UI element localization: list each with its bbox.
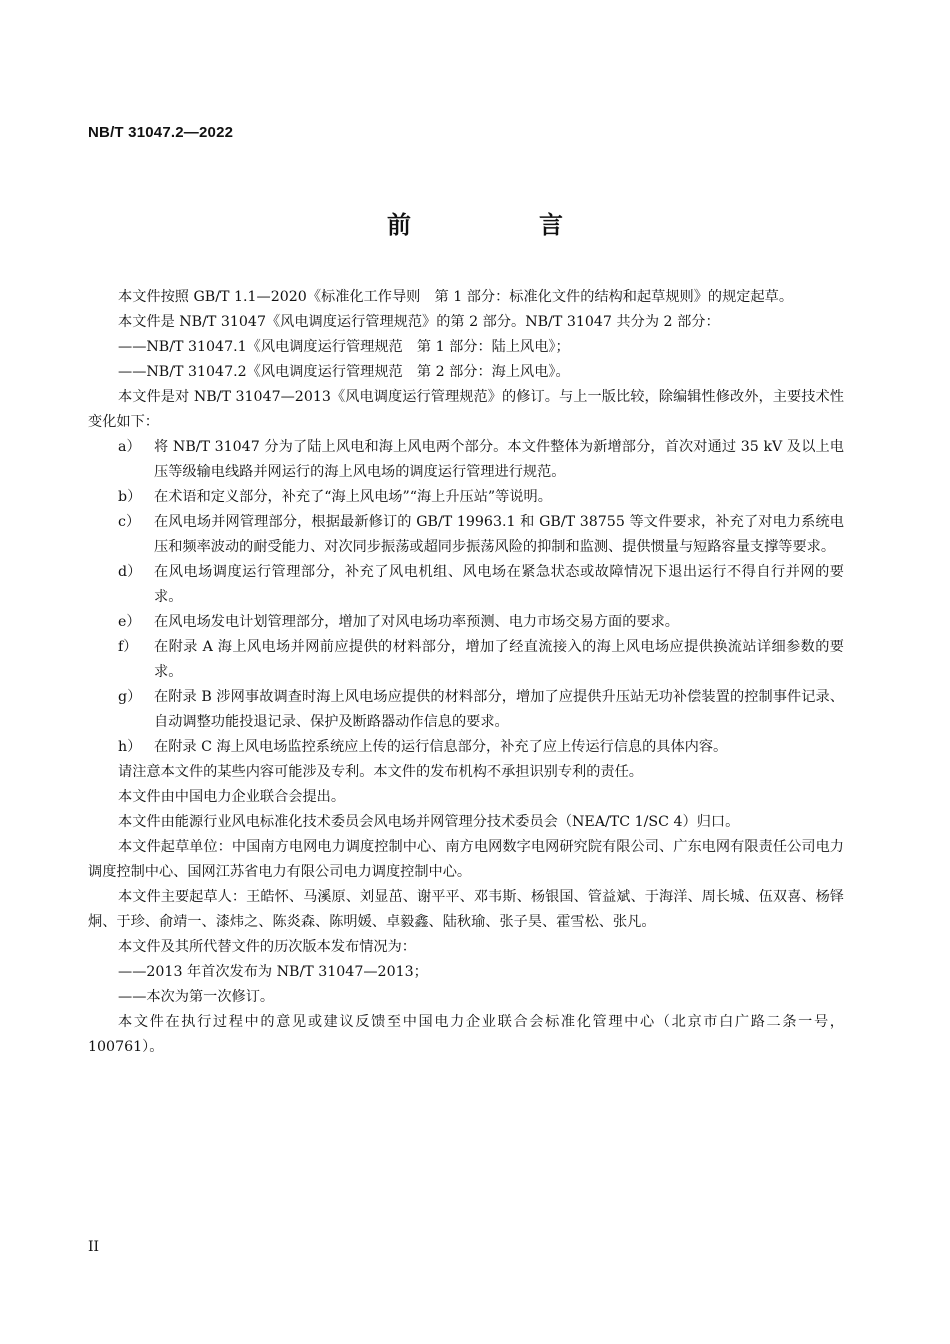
dash-item-current-revision: ——本次为第一次修订。 xyxy=(118,989,275,1005)
change-text: 将 NB/T 31047 分为了陆上风电和海上风电两个部分。本文件整体为新增部分，首次对通过 35 kV 及以上电压等级输电线路并网运行的海上风电场的调度运行管理进行规范。 xyxy=(154,439,844,480)
change-item-e xyxy=(88,610,844,635)
change-label: c） xyxy=(118,514,141,530)
paragraph-version-history: 本文件及其所代替文件的历次版本发布情况为： xyxy=(118,939,416,955)
change-label: h） xyxy=(118,739,142,755)
paragraph-drafters: 本文件主要起草人：王皓怀、马溪原、刘显茁、谢平平、邓韦斯、杨银国、管益斌、于海洋、周长城、伍双喜、杨铎烔、于珍、俞靖一、漆炜之、陈炎森、陈明媛、卓毅鑫、陆秋瑜、张子昊、霍雪松、张凡。 xyxy=(88,889,844,930)
paragraph-drafting-basis: 本文件按照 GB/T 1.1—2020《标准化工作导则 第 1 部分：标准化文件的结构和起草规则》的规定起草。 xyxy=(118,289,794,305)
paragraph-proposer: 本文件由中国电力企业联合会提出。 xyxy=(118,789,346,805)
change-item-h xyxy=(88,735,844,760)
paragraph-patent-notice: 请注意本文件的某些内容可能涉及专利。本文件的发布机构不承担识别专利的责任。 xyxy=(118,764,643,780)
change-item-g xyxy=(88,685,844,735)
change-text: 在风电场并网管理部分，根据最新修订的 GB/T 19963.1 和 GB/T 38755 等文件要求，补充了对电力系统电压和频率波动的耐受能力、对次同步振荡或超同步振荡风险的抑制和监测、提供惯量与短路容量支撑等要求。 xyxy=(154,514,844,555)
change-item-c xyxy=(88,510,844,560)
page-title: 前 言 xyxy=(387,211,615,239)
dash-item-part1: ——NB/T 31047.1《风电调度运行管理规范 第 1 部分：陆上风电》； xyxy=(118,339,570,355)
change-label: g） xyxy=(118,689,142,705)
change-label: b） xyxy=(118,489,142,505)
change-item-d xyxy=(88,560,844,610)
change-label: f） xyxy=(118,639,138,655)
change-label: e） xyxy=(118,614,141,630)
change-label: a） xyxy=(118,439,141,455)
foreword-body xyxy=(88,285,844,1060)
paragraph-drafting-units: 本文件起草单位：中国南方电网电力调度控制中心、南方电网数字电网研究院有限公司、广东电网有限责任公司电力调度控制中心、国网江苏省电力有限公司电力调度控制中心。 xyxy=(88,839,844,880)
document-code: NB/T 31047.2—2022 xyxy=(88,124,234,141)
change-item-a xyxy=(88,435,844,485)
change-text: 在附录 A 海上风电场并网前应提供的材料部分，增加了经直流接入的海上风电场应提供换流站详细参数的要求。 xyxy=(154,639,844,680)
change-text: 在风电场调度运行管理部分，补充了风电机组、风电场在紧急状态或故障情况下退出运行不得自行并网的要求。 xyxy=(154,564,844,605)
paragraph-part-info: 本文件是 NB/T 31047《风电调度运行管理规范》的第 2 部分。NB/T 31047 共分为 2 部分： xyxy=(118,314,720,330)
page-number: II xyxy=(88,1239,100,1255)
paragraph-revision-intro: 本文件是对 NB/T 31047—2013《风电调度运行管理规范》的修订。与上一版比较，除编辑性修改外，主要技术性变化如下： xyxy=(88,389,844,430)
change-item-b xyxy=(88,485,844,510)
change-label: d） xyxy=(118,564,142,580)
change-text: 在附录 C 海上风电场监控系统应上传的运行信息部分，补充了应上传运行信息的具体内容。 xyxy=(154,739,728,755)
change-text: 在术语和定义部分，补充了“海上风电场”“海上升压站”等说明。 xyxy=(154,489,552,505)
dash-item-part2: ——NB/T 31047.2《风电调度运行管理规范 第 2 部分：海上风电》。 xyxy=(118,364,570,380)
change-item-f xyxy=(88,635,844,685)
change-text: 在风电场发电计划管理部分，增加了对风电场功率预测、电力市场交易方面的要求。 xyxy=(154,614,679,630)
dash-item-first-edition: ——2013 年首次发布为 NB/T 31047—2013； xyxy=(118,964,428,980)
paragraph-committee: 本文件由能源行业风电标准化技术委员会风电场并网管理分技术委员会（NEA/TC 1/SC 4）归口。 xyxy=(118,814,740,830)
change-text: 在附录 B 涉网事故调查时海上风电场应提供的材料部分，增加了应提供升压站无功补偿装置的控制事件记录、自动调整功能投退记录、保护及断路器动作信息的要求。 xyxy=(154,689,844,730)
paragraph-feedback: 本文件在执行过程中的意见或建议反馈至中国电力企业联合会标准化管理中心（北京市白广路二条一号，100761）。 xyxy=(88,1014,844,1055)
